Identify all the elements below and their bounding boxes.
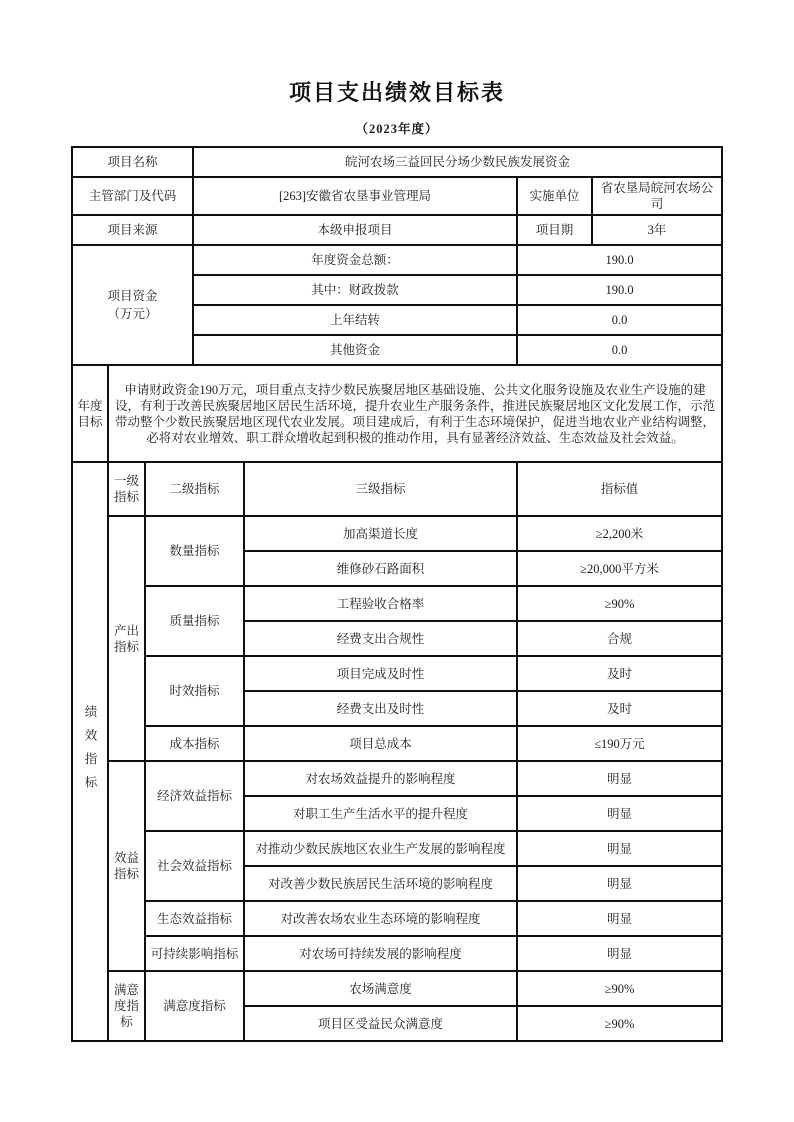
value-cell: ≥90% [517, 971, 722, 1006]
value-cell: 明显 [517, 866, 722, 901]
indicators-side-label: 绩效指标 [72, 462, 108, 1041]
header-level2: 二级指标 [145, 462, 244, 516]
annual-goal-label: 年度目标 [72, 365, 108, 462]
l3-cell: 对改善少数民族居民生活环境的影响程度 [244, 866, 517, 901]
header-value: 指标值 [517, 462, 722, 516]
level2-timeliness-cell: 时效指标 [145, 656, 244, 726]
funds-label [72, 245, 193, 365]
row-annual-goal [72, 365, 722, 462]
funds-label-line2: （万元） [107, 307, 158, 321]
performance-target-table [71, 146, 723, 1042]
indicator-row [72, 971, 722, 1006]
l3-cell: 经费支出及时性 [244, 691, 517, 726]
level2-economic-cell: 经济效益指标 [145, 761, 244, 831]
indicator-row [72, 831, 722, 866]
level2-sustainable-cell: 可持续影响指标 [145, 936, 244, 971]
header-level3: 三级指标 [244, 462, 517, 516]
l3-cell: 对改善农场农业生态环境的影响程度 [244, 901, 517, 936]
indicator-row [72, 726, 722, 761]
value-cell: 明显 [517, 831, 722, 866]
project-name-label: 项目名称 [72, 147, 193, 177]
funds-item-name: 其他资金 [193, 335, 517, 365]
l3-cell: 维修砂石路面积 [244, 551, 517, 586]
dept-value: [263]安徽省农垦事业管理局 [193, 177, 517, 215]
funds-item-value: 190.0 [517, 245, 722, 275]
l3-cell: 项目区受益民众满意度 [244, 1006, 517, 1041]
page-subtitle: （2023年度） [355, 122, 439, 136]
indicator-row [72, 516, 722, 551]
impl-unit-label: 实施单位 [517, 177, 592, 215]
indicator-row [72, 901, 722, 936]
funds-item-value: 190.0 [517, 275, 722, 305]
project-name-value: 皖河农场三益回民分场少数民族发展资金 [193, 147, 722, 177]
value-cell: 明显 [517, 936, 722, 971]
l3-cell: 对职工生产生活水平的提升程度 [244, 796, 517, 831]
funds-item-name: 年度资金总额： [193, 245, 517, 275]
level2-quantity-cell: 数量指标 [145, 516, 244, 586]
value-cell: ≥90% [517, 1006, 722, 1041]
annual-goal-text: 申请财政资金190万元，项目重点支持少数民族聚居地区基础设施、公共文化服务设施及农业生产设施的建设，有利于改善民族聚居地区居民生活环境，提升农业生产服务条件，推进民族聚居地区文化发展工作，示范带动整个少数民族聚居地区现代农业发展。项目建成后，有利于生态环境保护，促进当地农业产业结构调整，必将对农业增效、职工群众增收起到积极的推动作用，具有显著经济效益、生态效益及社会效益。 [108, 365, 722, 462]
l3-cell: 对农场可持续发展的影响程度 [244, 936, 517, 971]
impl-unit-value: 省农垦局皖河农场公司 [592, 177, 722, 215]
level2-social-cell: 社会效益指标 [145, 831, 244, 901]
indicator-row [72, 761, 722, 796]
value-cell: 明显 [517, 796, 722, 831]
indicator-row [72, 936, 722, 971]
l3-cell: 对推动少数民族地区农业生产发展的影响程度 [244, 831, 517, 866]
header-level1: 一级指标 [108, 462, 145, 516]
funds-item-value: 0.0 [517, 305, 722, 335]
value-cell: ≥90% [517, 586, 722, 621]
l3-cell: 经费支出合规性 [244, 621, 517, 656]
row-source [72, 215, 722, 245]
row-funds-total [72, 245, 722, 275]
period-value: 3年 [592, 215, 722, 245]
indicator-row [72, 656, 722, 691]
l3-cell: 工程验收合格率 [244, 586, 517, 621]
level2-satisfaction-cell: 满意度指标 [145, 971, 244, 1041]
funds-item-value: 0.0 [517, 335, 722, 365]
level1-output-cell: 产出指标 [108, 516, 145, 761]
l3-cell: 加高渠道长度 [244, 516, 517, 551]
value-cell: ≥20,000平方米 [517, 551, 722, 586]
value-cell: 明显 [517, 901, 722, 936]
l3-cell: 项目完成及时性 [244, 656, 517, 691]
page-title: 项目支出绩效目标表 [288, 80, 505, 105]
level2-ecological-cell: 生态效益指标 [145, 901, 244, 936]
value-cell: 明显 [517, 761, 722, 796]
dept-label: 主管部门及代码 [72, 177, 193, 215]
level1-satisfaction-cell: 满意度指标 [108, 971, 145, 1041]
funds-item-name: 上年结转 [193, 305, 517, 335]
value-cell: ≤190万元 [517, 726, 722, 761]
source-label: 项目来源 [72, 215, 193, 245]
indicator-row [72, 586, 722, 621]
value-cell: 及时 [517, 656, 722, 691]
funds-item-name: 其中：财政拨款 [193, 275, 517, 305]
l3-cell: 农场满意度 [244, 971, 517, 1006]
level2-cost-cell: 成本指标 [145, 726, 244, 761]
funds-label-line1: 项目资金 [107, 289, 158, 303]
value-cell: ≥2,200米 [517, 516, 722, 551]
l3-cell: 项目总成本 [244, 726, 517, 761]
level2-quality-cell: 质量指标 [145, 586, 244, 656]
source-value: 本级申报项目 [193, 215, 517, 245]
period-label: 项目期 [517, 215, 592, 245]
level1-benefit-cell: 效益指标 [108, 761, 145, 971]
value-cell: 合规 [517, 621, 722, 656]
value-cell: 及时 [517, 691, 722, 726]
row-department [72, 177, 722, 215]
row-project-name [72, 147, 722, 177]
row-indicator-header [72, 462, 722, 516]
l3-cell: 对农场效益提升的影响程度 [244, 761, 517, 796]
